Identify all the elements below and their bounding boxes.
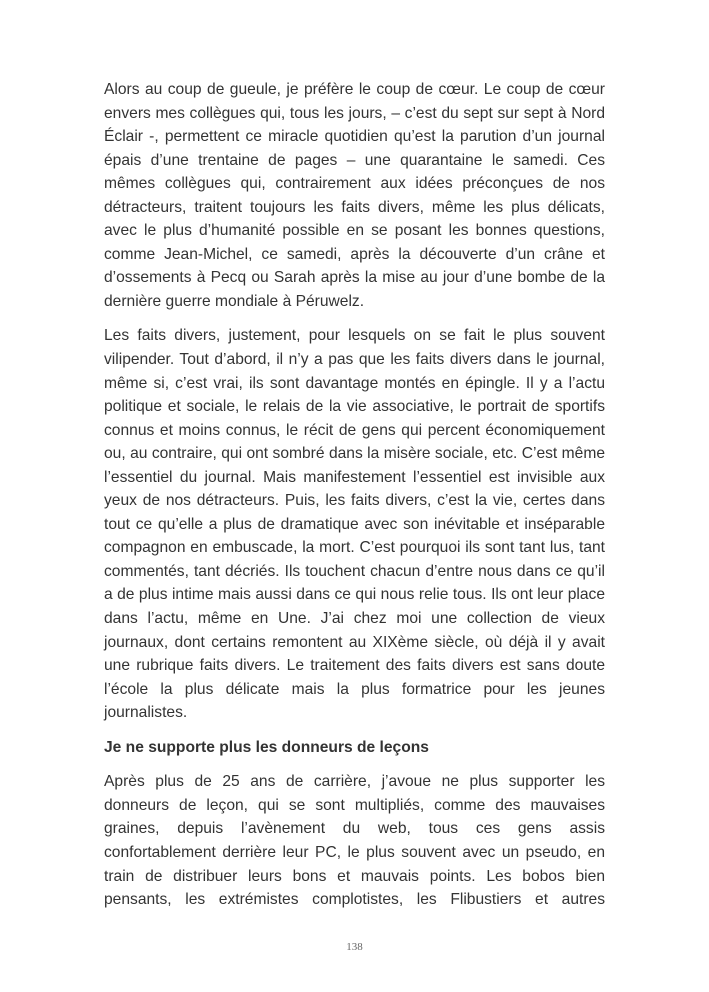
body-text [104, 78, 605, 912]
paragraph-2: Les faits divers, justement, pour lesquels on se fait le plus souvent vilipender. Tout d’abord, il n’y a pas que les faits divers dans le journal, même si, c’est vrai, ils sont davantage montés en épingle. Il y a l’actu politique et sociale, le relais de la vie associative, le portrait de sportifs connus et moins connus, le récit de gens qui percent économiquement ou, au contraire, qui ont sombré dans la misère sociale, etc. C’est même l’essentiel du journal. Mais manifestement l’essentiel est invisible aux yeux de nos détracteurs. Puis, les faits divers, c’est la vie, certes dans tout ce qu’elle a plus de dramatique avec son inévitable et inséparable compagnon en embuscade, la mort. C’est pourquoi ils sont tant lus, tant commentés, tant décriés. Ils touchent chacun d’entre nous dans ce qu’il a de plus intime mais aussi dans ce qui nous relie tous. Ils ont leur place dans l’actu, même en Une. J’ai chez moi une collection de vieux journaux, dont certains remontent au XIXème siècle, où déjà il y avait une rubrique faits divers. Le traitement des faits divers est sans doute l’école la plus délicate mais la plus formatrice pour les jeunes journalistes. [104, 327, 605, 722]
paragraph-3: Après plus de 25 ans de carrière, j’avoue ne plus supporter les donneurs de leçon, qui se sont multipliés, comme des mauvaises graines, depuis l’avènement du web, tous ces gens assis confortablement derrière leur PC, le plus souvent avec un pseudo, en train de distribuer leurs bons et mauvais points. Les bobos bien pensants, les extrémistes complotistes, les Flibustiers et autres [104, 773, 605, 909]
page-number: 138 [346, 941, 363, 953]
section-heading: Je ne supporte plus les donneurs de leçons [104, 738, 429, 756]
paragraph-1: Alors au coup de gueule, je préfère le coup de cœur. Le coup de cœur envers mes collègues qui, tous les jours, – c’est du sept sur sept à Nord Éclair -, permettent ce miracle quotidien qu’est la parution d’un journal épais d’une trentaine de pages – une quarantaine le samedi. Ces mêmes collègues qui, contrairement aux idées préconçues de nos détracteurs, traitent toujours les faits divers, même les plus délicats, avec le plus d’humanité possible en se posant les bonnes questions, comme Jean-Michel, ce samedi, après la découverte d’un crâne et d’ossements à Pecq ou Sarah après la mise au jour d’une bombe de la dernière guerre mondiale à Péruwelz. [104, 81, 605, 310]
